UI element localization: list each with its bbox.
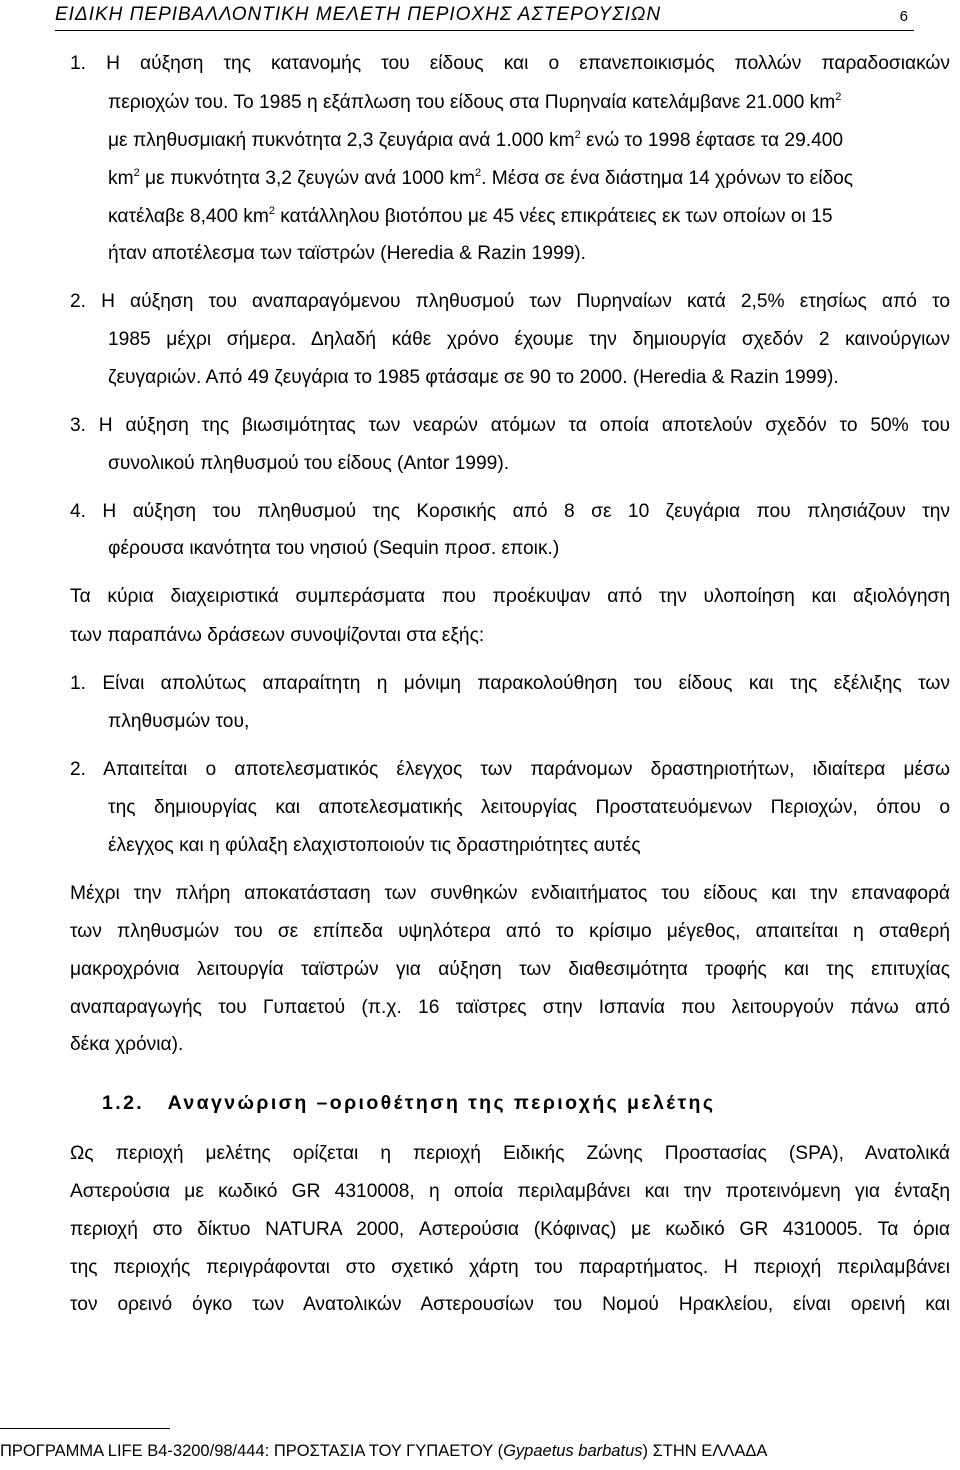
text-line: 2. Απαιτείται ο αποτελεσματικός έλεγχος των παράνομων δραστηριοτήτων, ιδιαίτερα μέσω [70, 759, 950, 780]
text-line: 3. Η αύξηση της βιωσιμότητας των νεαρών ατόμων τα οποία αποτελούν σχεδόν το 50% του [70, 415, 950, 436]
text-line: συνολικού πληθυσμού του είδους (Antor 1999). [108, 453, 510, 474]
text-line: 2. Η αύξηση του αναπαραγόμενου πληθυσμού των Πυρηναίων κατά 2,5% ετησίως από το [70, 291, 950, 312]
text-line: των πληθυσμών του σε επίπεδα υψηλότερα από το κρίσιμο μέγεθος, απαιτείται η σταθερή [70, 921, 950, 942]
text-line: δέκα χρόνια). [70, 1034, 184, 1055]
text-line: πληθυσμών του, [108, 711, 250, 732]
page-number: 6 [899, 8, 908, 25]
page-footer: ΠΡΟΓΡΑΜΜΑ LIFE B4-3200/98/444: ΠΡΟΣΤΑΣΙΑ ΤΟΥ ΓΥΠΑΕΤΟΥ (Gypaetus barbatus) ΣΤΗΝ ΕΛΛΑΔΑ [0, 1442, 768, 1460]
text-line: αναπαραγωγής του Γυπαετού (π.χ. 16 ταϊστρες στην Ισπανία που λειτουργούν πάνω από [70, 997, 950, 1018]
text-line: Τα κύρια διαχειριστικά συμπεράσματα που προέκυψαν από την υλοποίηση και αξιολόγηση [70, 586, 950, 607]
text-line: της δημιουργίας και αποτελεσματικής λειτουργίας Προστατευόμενων Περιοχών, όπου ο [108, 797, 950, 818]
text-line: Αστερούσια με κωδικό GR 4310008, η οποία περιλαμβάνει και την προτεινόμενη για ένταξη [70, 1181, 950, 1202]
header-title: ΕΙΔΙΚΗ ΠΕΡΙΒΑΛΛΟΝΤΙΚΗ ΜΕΛΕΤΗ ΠΕΡΙΟΧΗΣ ΑΣΤΕΡΟΥΣΙΩΝ [55, 4, 662, 25]
text-line: ήταν αποτέλεσμα των ταϊστρών (Heredia & Razin 1999). [108, 243, 587, 264]
section-title: Αναγνώριση –οριοθέτηση της περιοχής μελέτης [167, 1092, 716, 1114]
text-line: κατέλαβε 8,400 $km^2$ κατάλληλου βιοτόπου με 45 νέες επικράτειες εκ των οποίων οι 15 [108, 205, 833, 227]
text-line: 1. Η αύξηση της κατανομής του είδους και ο επανεποικισμός πολλών παραδοσιακών [70, 53, 950, 74]
species-name: Gypaetus barbatus [503, 1442, 643, 1460]
footer-divider [0, 1428, 170, 1429]
text-line: 1985 μέχρι σήμερα. Δηλαδή κάθε χρόνο έχουμε την δημιουργία σχεδόν 2 καινούργιων [108, 329, 950, 350]
text-line: περιοχή στο δίκτυο NATURA 2000, Αστερούσια (Κόφινας) με κωδικό GR 4310005. Τα όρια [70, 1219, 950, 1240]
text-line: φέρουσα ικανότητα του νησιού (Sequin προσ. εποικ.) [108, 538, 560, 559]
text-line: Μέχρι την πλήρη αποκατάσταση των συνθηκών ενδιαιτήματος του είδους και την επαναφορά [70, 883, 950, 904]
text-line: έλεγχος και η φύλαξη ελαχιστοποιούν τις δραστηριότητες αυτές [108, 835, 641, 856]
text-line: ζευγαριών. Από 49 ζευγάρια το 1985 φτάσαμε σε 90 το 2000. (Heredia & Razin 1999). [108, 367, 839, 388]
section-number: 1.2. [102, 1092, 145, 1114]
text-line: της περιοχής περιγράφονται στο σχετικό χάρτη του παραρτήματος. Η περιοχή περιλαμβάνει [70, 1257, 950, 1278]
text-line: τον ορεινό όγκο των Ανατολικών Αστερουσίων του Νομού Ηρακλείου, είναι ορεινή και [70, 1294, 950, 1315]
text-line: των παραπάνω δράσεων συνοψίζονται στα εξής: [70, 625, 485, 646]
text-line: μακροχρόνια λειτουργία ταϊστρών για αύξηση των διαθεσιμότητα τροφής και της επιτυχίας [70, 959, 950, 980]
text-line: με πληθυσμιακή πυκνότητα 2,3 ζευγάρια ανά 1.000 $km^2$ ενώ το 1998 έφτασε τα 29.400 [108, 129, 844, 151]
text-line: 4. Η αύξηση του πληθυσμού της Κορσικής από 8 σε 10 ζευγάρια που πλησιάζουν την [70, 501, 950, 522]
page-header [55, 4, 914, 31]
text-line: $km^2$ με πυκνότητα 3,2 ζευγών ανά 1000 $km^2$. Μέσα σε ένα διάστημα 14 χρόνων το είδος [108, 167, 854, 189]
text-line: Ως περιοχή μελέτης ορίζεται η περιοχή Ειδικής Ζώνης Προστασίας (SPA), Ανατολικά [70, 1143, 950, 1164]
text-line: περιοχών του. Το 1985 η εξάπλωση του είδους στα Πυρηναία κατελάμβανε 21.000 $km^2$ [108, 91, 842, 113]
text-line: 1. Είναι απολύτως απαραίτητη η μόνιμη παρακολούθηση του είδους και της εξέλιξης των [70, 673, 950, 694]
section-heading [102, 1092, 715, 1115]
